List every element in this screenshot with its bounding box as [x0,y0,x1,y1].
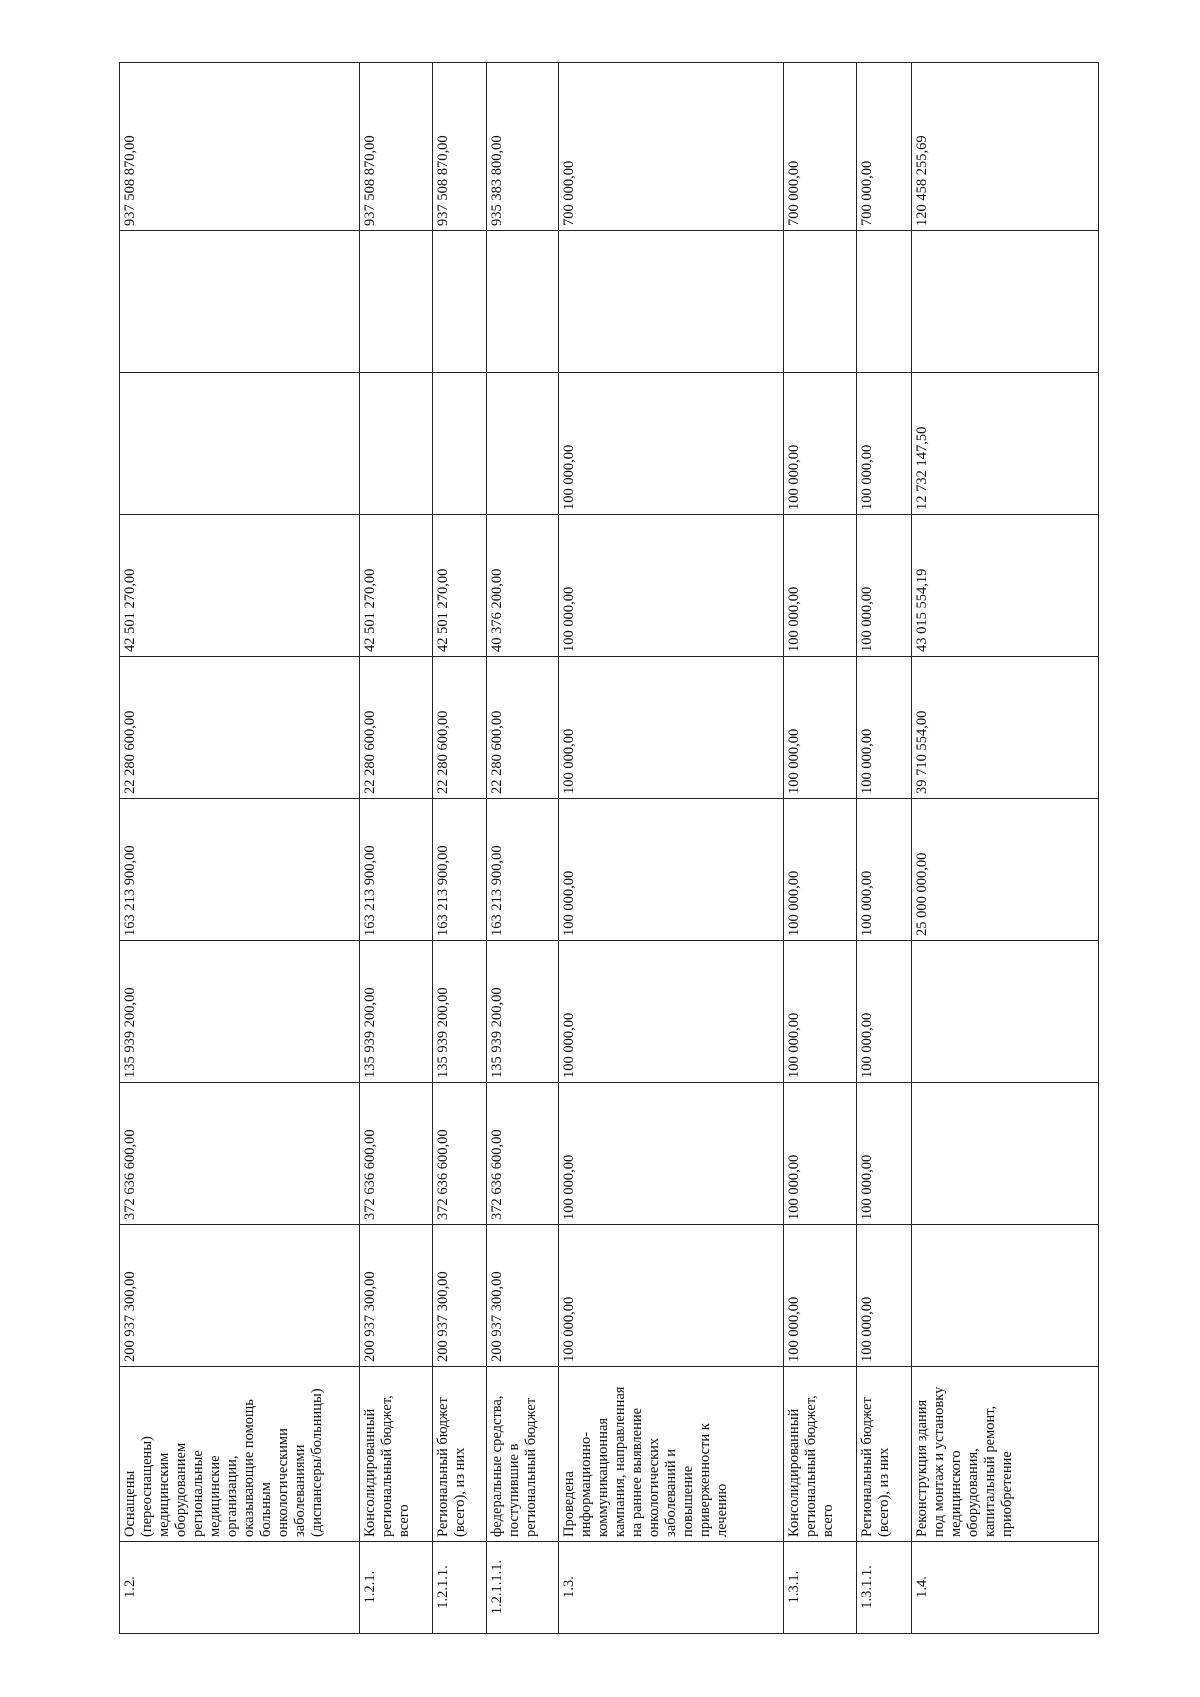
row-name-line: больным [258,1482,274,1537]
cell-value [120,373,360,515]
row-name-line: (всего), из них [876,1447,892,1537]
cell-value: 100 000,00 [857,799,912,941]
cell-total: 700 000,00 [857,63,912,231]
cell-value [120,231,360,373]
row-name-line: информационно- [578,1431,594,1537]
cell-value [559,231,784,373]
row-name-line: (диспансеры/больницы) [309,1388,325,1537]
cell-value: 100 000,00 [784,1083,857,1225]
row-name-line: на раннее выявление [629,1407,645,1537]
cell-total: 935 383 800,00 [487,63,559,231]
cell-value: 135 939 200,00 [433,941,487,1083]
cell-total: 700 000,00 [784,63,857,231]
cell-value: 135 939 200,00 [487,941,559,1083]
cell-value: 40 376 200,00 [487,515,559,657]
cell-value: 42 501 270,00 [433,515,487,657]
cell-value: 200 937 300,00 [433,1225,487,1367]
cell-value: 100 000,00 [857,657,912,799]
cell-value: 22 280 600,00 [433,657,487,799]
row-name [120,1367,360,1542]
row-name-line: коммуникационная [595,1417,611,1537]
cell-value: 372 636 600,00 [360,1083,433,1225]
row-name-line: Региональный бюджет [859,1397,875,1537]
row-name-line: под монтаж и установку [931,1386,947,1537]
table-row [360,63,433,1634]
row-name [784,1367,857,1542]
cell-value: 100 000,00 [784,1225,857,1367]
table-row [857,63,912,1634]
cell-value [433,373,487,515]
table-row [912,63,1099,1634]
table-body [120,63,1099,1634]
cell-value: 100 000,00 [784,941,857,1083]
row-number: 1.3.1.1. [857,1542,912,1634]
cell-value [360,231,433,373]
cell-value [784,231,857,373]
row-number: 1.2.1.1. [433,1542,487,1634]
cell-total: 937 508 870,00 [360,63,433,231]
cell-value: 200 937 300,00 [360,1225,433,1367]
cell-value: 200 937 300,00 [487,1225,559,1367]
cell-value: 100 000,00 [784,515,857,657]
row-name [857,1367,912,1542]
row-name-line: лечению [714,1483,730,1537]
cell-value [487,373,559,515]
cell-value: 100 000,00 [857,515,912,657]
cell-value: 163 213 900,00 [433,799,487,941]
cell-value: 100 000,00 [857,373,912,515]
budget-table [119,62,1099,1634]
cell-value: 100 000,00 [559,941,784,1083]
row-name-line: Региональный бюджет [435,1397,451,1537]
cell-value [360,373,433,515]
row-name [360,1367,433,1542]
cell-value [912,1225,1099,1367]
cell-value: 372 636 600,00 [487,1083,559,1225]
row-name-line: поступившие в [506,1443,522,1537]
cell-value [433,231,487,373]
row-number: 1.4. [912,1542,1099,1634]
cell-value: 100 000,00 [784,799,857,941]
table-row [559,63,784,1634]
cell-total: 120 458 255,69 [912,63,1099,231]
table-row [120,63,360,1634]
cell-value: 100 000,00 [784,373,857,515]
table-row [433,63,487,1634]
row-name-line: (всего), из них [452,1447,468,1537]
row-name-line: Консолидированный [786,1408,802,1537]
row-name [559,1367,784,1542]
cell-value: 163 213 900,00 [120,799,360,941]
row-name-line: медицинского [948,1450,964,1537]
cell-value: 100 000,00 [559,373,784,515]
row-name-line: онкологическими [275,1428,291,1537]
cell-value: 372 636 600,00 [120,1083,360,1225]
row-name-line: онкологических [646,1437,662,1537]
cell-value: 100 000,00 [857,941,912,1083]
row-name-line: заболеваниями [292,1444,308,1537]
cell-total: 937 508 870,00 [120,63,360,231]
cell-value: 100 000,00 [559,1225,784,1367]
row-name-line: повышение [680,1465,696,1537]
cell-value: 25 000 000,00 [912,799,1099,941]
cell-total: 700 000,00 [559,63,784,231]
row-name-line: Консолидированный [362,1408,378,1537]
row-name-line: Реконструкция здания [914,1399,930,1537]
rotated-table-container [119,63,1099,1634]
row-name-line: региональный бюджет, [803,1395,819,1537]
row-name [433,1367,487,1542]
row-name-line: приобретение [999,1451,1015,1537]
row-name-line: медицинские [207,1455,223,1537]
row-name-line: региональные [190,1450,206,1537]
cell-value [912,1083,1099,1225]
row-name-line: оборудования, [965,1448,981,1537]
cell-value: 100 000,00 [857,1225,912,1367]
row-name-line: всего [396,1504,412,1537]
cell-value: 100 000,00 [559,657,784,799]
row-number: 1.2.1.1.1. [487,1542,559,1634]
cell-value: 22 280 600,00 [360,657,433,799]
cell-value [912,231,1099,373]
row-name-line: оказывающие помощь [241,1399,257,1537]
cell-value: 372 636 600,00 [433,1083,487,1225]
cell-value: 100 000,00 [784,657,857,799]
cell-value: 100 000,00 [559,1083,784,1225]
cell-value: 135 939 200,00 [120,941,360,1083]
row-name-line: федеральные средства, [489,1395,505,1537]
cell-value: 43 015 554,19 [912,515,1099,657]
cell-value: 22 280 600,00 [487,657,559,799]
cell-value: 42 501 270,00 [360,515,433,657]
row-name-line: Оснащены [122,1470,138,1537]
cell-value: 100 000,00 [559,799,784,941]
cell-value [857,231,912,373]
row-name-line: капитальный ремонт, [982,1405,998,1537]
row-name-line: организации, [224,1455,240,1537]
cell-total: 937 508 870,00 [433,63,487,231]
row-number: 1.3.1. [784,1542,857,1634]
table-row [487,63,559,1634]
row-name-line: региональный бюджет, [379,1395,395,1537]
cell-value: 100 000,00 [857,1083,912,1225]
cell-value: 100 000,00 [559,515,784,657]
cell-value: 42 501 270,00 [120,515,360,657]
row-number: 1.3. [559,1542,784,1634]
cell-value [912,941,1099,1083]
cell-value [487,231,559,373]
row-name-line: заболеваний и [663,1448,679,1537]
cell-value: 163 213 900,00 [360,799,433,941]
row-name [487,1367,559,1542]
cell-value: 163 213 900,00 [487,799,559,941]
row-name-line: Проведена [561,1471,577,1537]
cell-value: 12 732 147,50 [912,373,1099,515]
row-number: 1.2.1. [360,1542,433,1634]
row-name-line: приверженности к [697,1423,713,1537]
row-name-line: всего [820,1504,836,1537]
row-name [912,1367,1099,1542]
row-number: 1.2. [120,1542,360,1634]
cell-value: 135 939 200,00 [360,941,433,1083]
cell-value: 22 280 600,00 [120,657,360,799]
cell-value: 39 710 554,00 [912,657,1099,799]
row-name-line: региональный бюджет [523,1397,539,1537]
row-name-line: (переоснащены) [139,1436,155,1537]
table-row [784,63,857,1634]
row-name-line: медицинским [156,1452,172,1537]
row-name-line: оборудованием [173,1442,189,1537]
cell-value: 200 937 300,00 [120,1225,360,1367]
row-name-line: кампания, направленная [612,1386,628,1537]
